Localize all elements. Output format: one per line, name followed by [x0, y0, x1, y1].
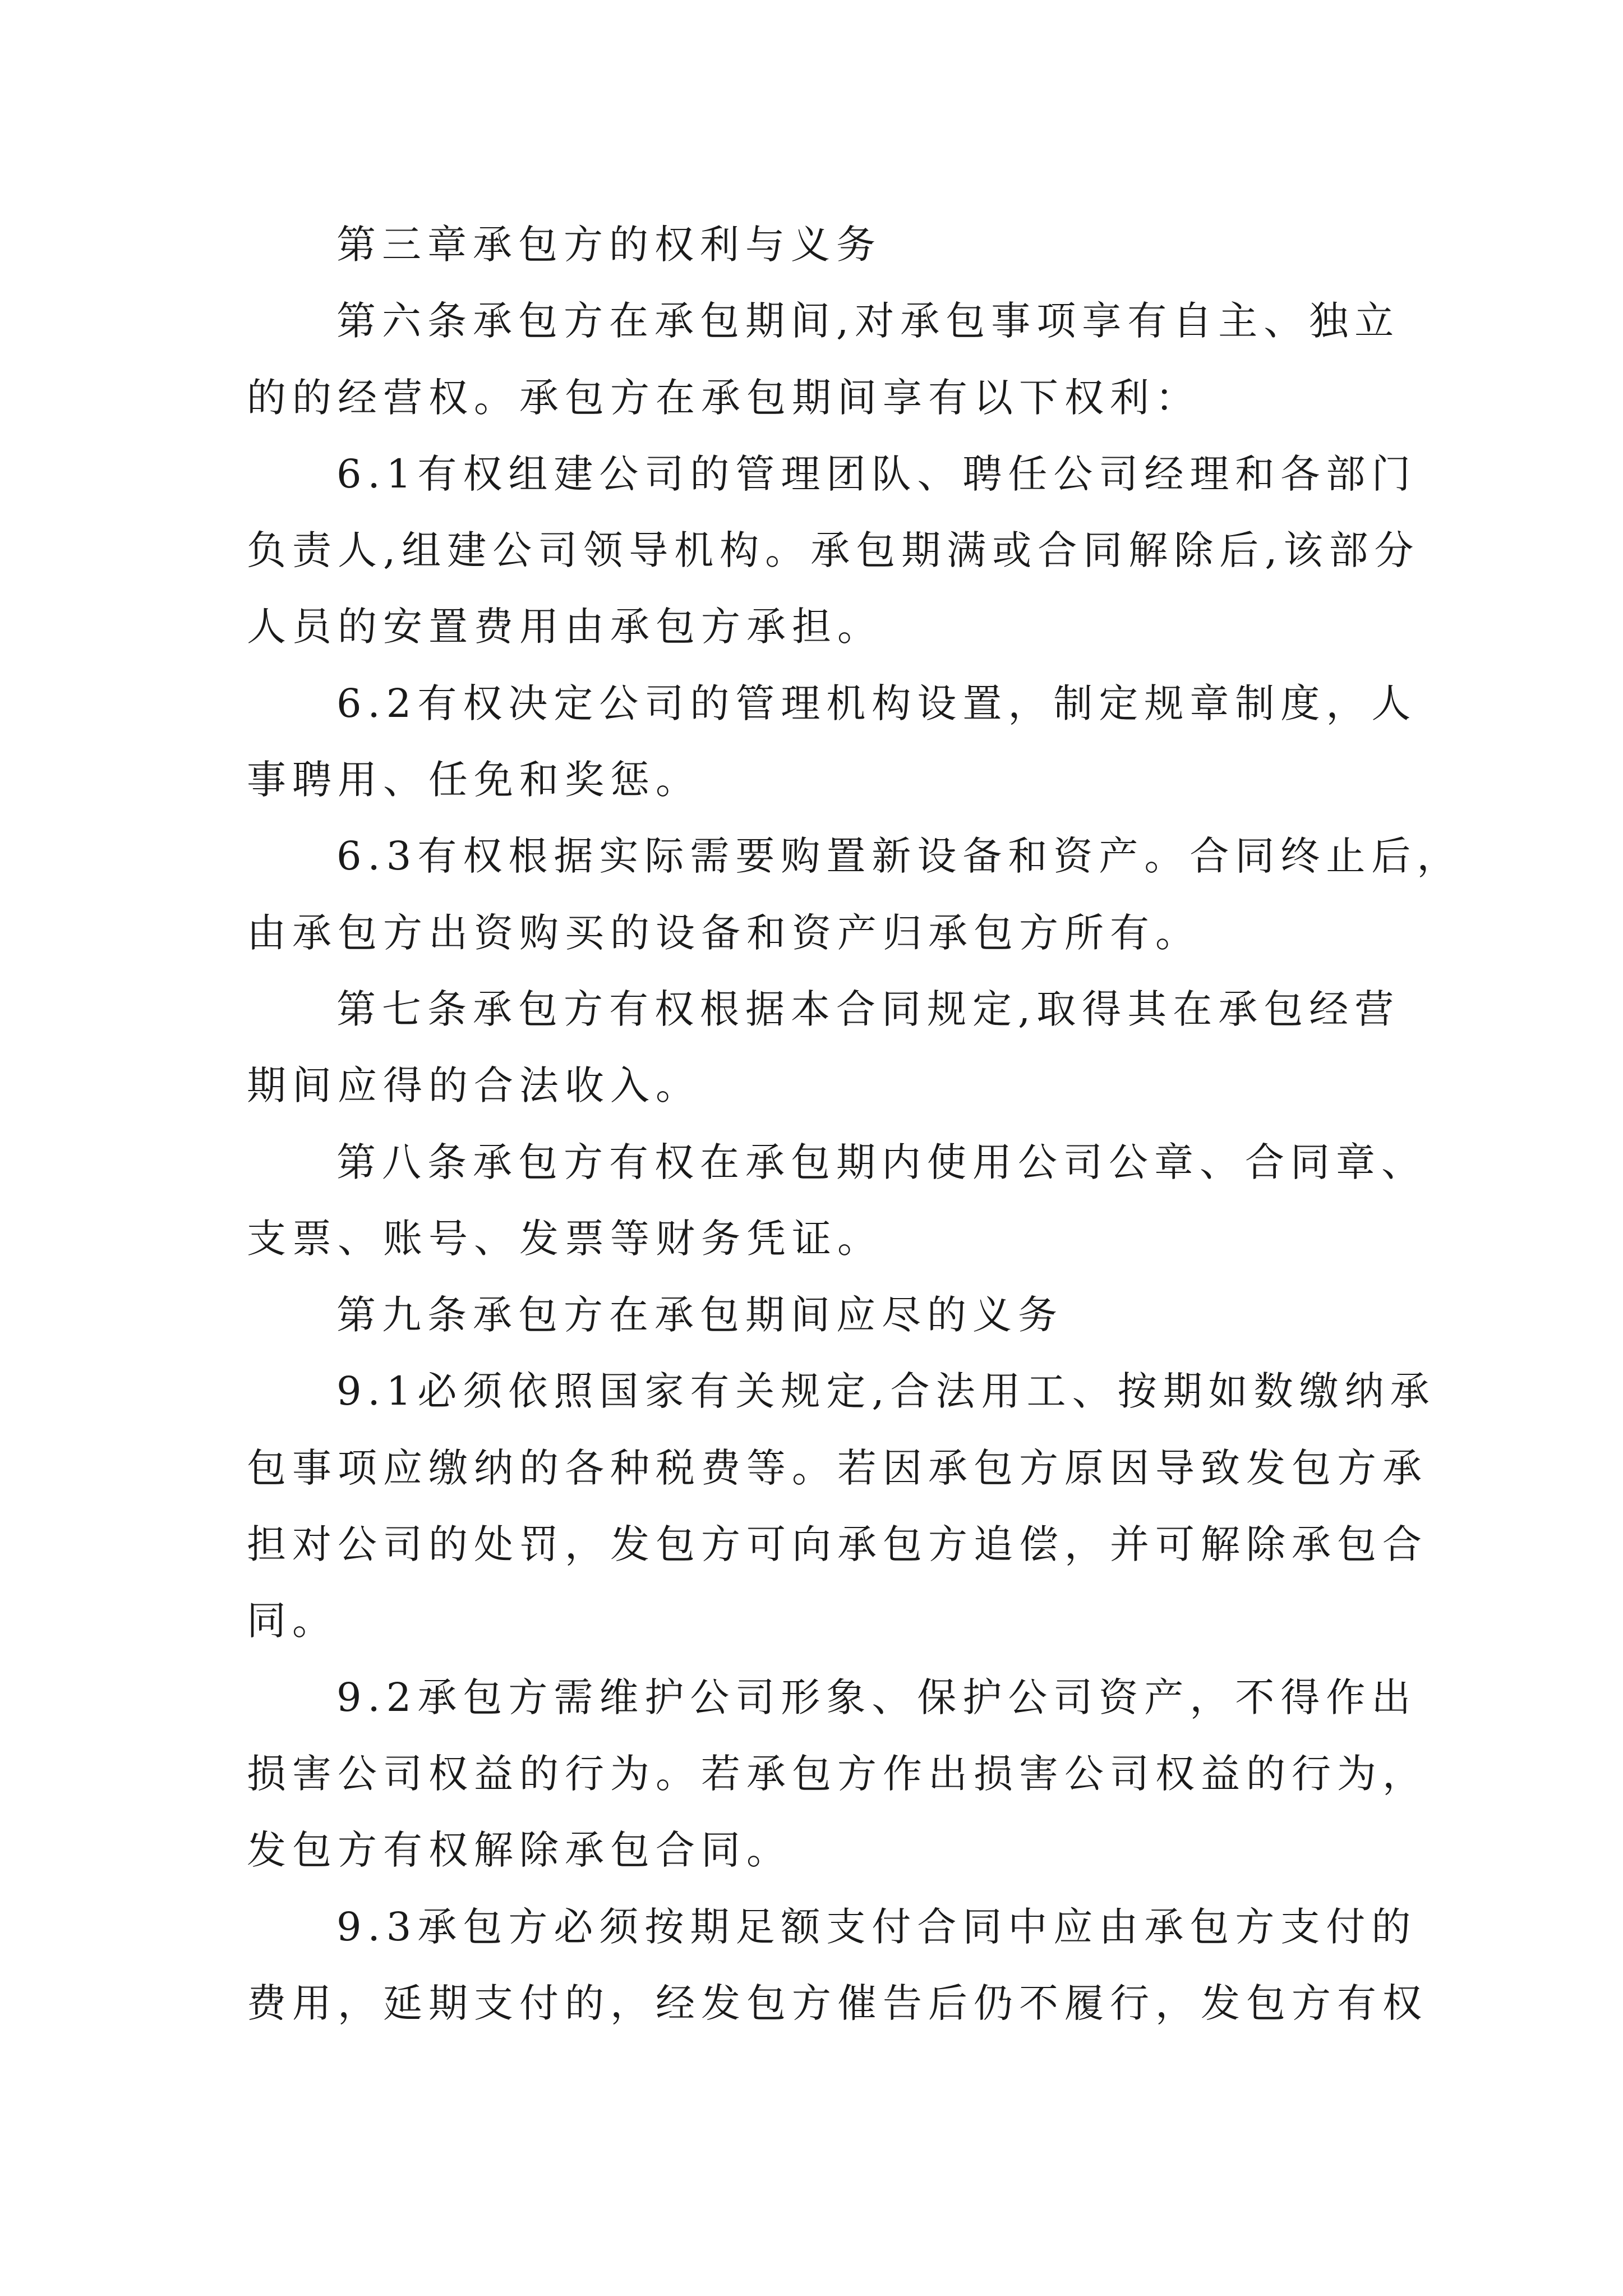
- text-line: 事聘用、任免和奖惩。: [247, 757, 701, 803]
- paragraph: [247, 971, 1400, 1124]
- text-line: 9.2承包方需维护公司形象、保护公司资产，不得作出: [336, 1674, 1417, 1720]
- text-line: 人员的安置费用由承包方承担。: [247, 604, 883, 650]
- text-line: 第八条承包方有权在承包期内使用公司公章、合同章、: [336, 1139, 1427, 1185]
- paragraph: [247, 818, 1463, 971]
- text-line: 6.1有权组建公司的管理团队、聘任公司经理和各部门: [336, 450, 1417, 497]
- paragraph: [247, 1124, 1427, 1277]
- text-line: 费用，延期支付的，经发包方催告后仍不履行，发包方有权: [247, 1980, 1428, 2026]
- text-line: 9.3承包方必须按期足额支付合同中应由承包方支付的: [336, 1903, 1417, 1950]
- text-line: 同。: [247, 1598, 338, 1644]
- text-line: 9.1必须依照国家有关规定,合法用工、按期如数缴纳承: [336, 1368, 1436, 1415]
- text-line: 损害公司权益的行为。若承包方作出损害公司权益的行为，: [247, 1750, 1428, 1797]
- paragraph: [247, 1889, 1428, 2042]
- text-line: 包事项应缴纳的各种税费等。若因承包方原因导致发包方承: [247, 1444, 1428, 1491]
- text-line: 发包方有权解除承包合同。: [247, 1827, 792, 1874]
- text-line: 负责人,组建公司领导机构。承包期满或合同解除后,该部分: [247, 527, 1420, 574]
- text-line: 的的经营权。承包方在承包期间享有以下权利：: [247, 374, 1201, 421]
- text-line: 6.2有权决定公司的管理机构设置，制定规章制度，人: [336, 680, 1417, 726]
- text-line: 支票、账号、发票等财务凭证。: [247, 1215, 883, 1262]
- text-line: 第九条承包方在承包期间应尽的义务: [336, 1292, 1063, 1338]
- text-line: 期间应得的合法收入。: [247, 1062, 701, 1109]
- paragraph: [247, 665, 1417, 818]
- paragraph: [247, 1353, 1436, 1659]
- paragraph: [247, 1659, 1428, 1889]
- text-line: 第七条承包方有权根据本合同规定,取得其在承包经营: [336, 986, 1400, 1032]
- text-line: 第六条承包方在承包期间,对承包事项享有自主、独立: [336, 298, 1400, 344]
- text-line: 6.3有权根据实际需要购置新设备和资产。合同终止后，: [336, 833, 1463, 880]
- paragraph: [247, 436, 1420, 665]
- paragraph: [247, 206, 1389, 283]
- paragraph: [247, 1277, 1389, 1353]
- text-line: 担对公司的处罚，发包方可向承包方追偿，并可解除承包合: [247, 1521, 1428, 1568]
- text-line: 第三章承包方的权利与义务: [336, 222, 882, 268]
- text-line: 由承包方出资购买的设备和资产归承包方所有。: [247, 909, 1201, 956]
- document-body: [247, 206, 1463, 2041]
- paragraph: [247, 283, 1400, 436]
